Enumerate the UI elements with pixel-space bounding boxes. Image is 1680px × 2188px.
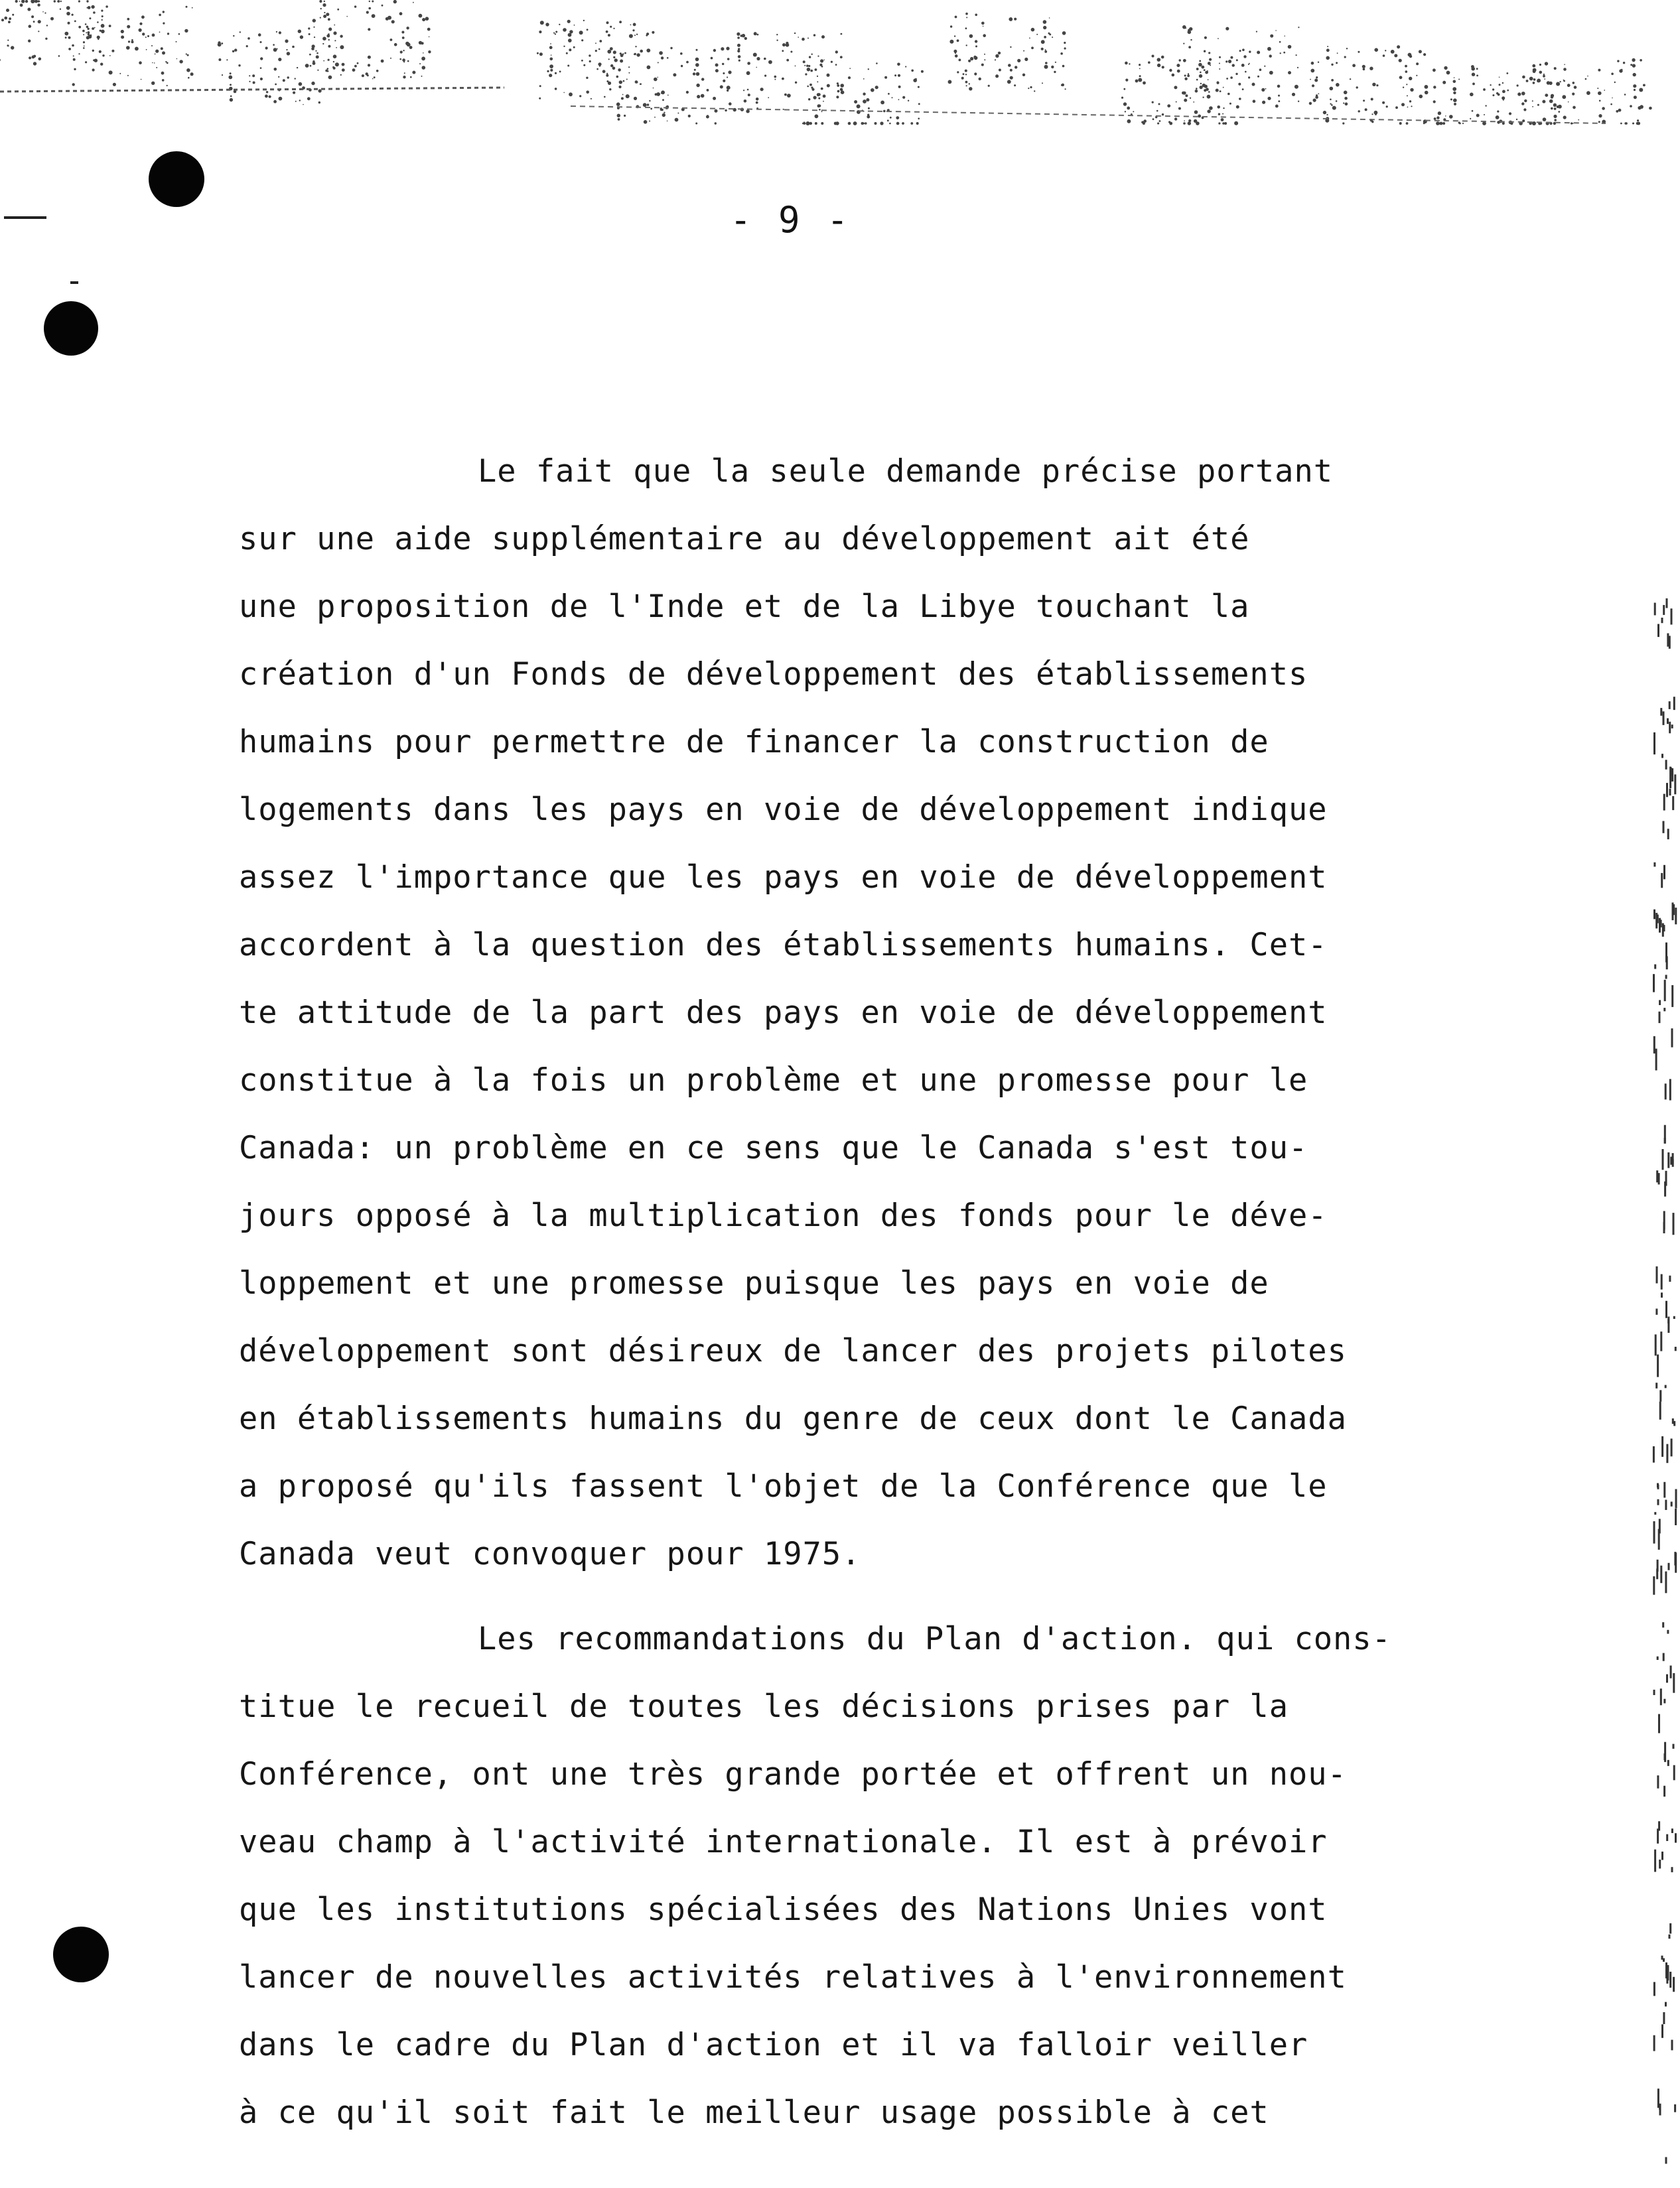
- text-line: logements dans les pays en voie de développement indique: [239, 791, 1328, 828]
- text-line: te attitude de la part des pays en voie de développement: [239, 994, 1328, 1031]
- punch-hole-lower: [53, 1927, 109, 1982]
- text-line: Conférence, ont une très grande portée et offrent un nou-: [239, 1756, 1347, 1793]
- text-line: Canada: un problème en ce sens que le Canada s'est tou-: [239, 1130, 1308, 1166]
- text-line: Canada veut convoquer pour 1975.: [239, 1536, 861, 1572]
- text-line: Les recommandations du Plan d'action. qui cons-: [478, 1621, 1391, 1657]
- punch-hole-top: [149, 151, 204, 207]
- text-line: constitue à la fois un problème et une promesse pour le: [239, 1062, 1308, 1099]
- margin-mark-left-tick: [70, 281, 78, 284]
- page-number: - 9 -: [730, 199, 851, 241]
- text-line: veau champ à l'activité internationale. Il est à prévoir: [239, 1824, 1328, 1860]
- paragraph-2: [239, 1606, 1420, 2147]
- punch-hole-upper: [44, 301, 98, 356]
- text-line: dans le cadre du Plan d'action et il va falloir veiller: [239, 2027, 1308, 2063]
- scan-noise-top: [0, 0, 1680, 126]
- text-line: a proposé qu'ils fassent l'objet de la Conférence que le: [239, 1468, 1328, 1505]
- text-line: création d'un Fonds de développement des établissements: [239, 656, 1308, 693]
- text-line: développement sont désireux de lancer des projets pilotes: [239, 1333, 1347, 1369]
- text-line: lancer de nouvelles activités relatives à l'environnement: [239, 1959, 1347, 1996]
- text-line: une proposition de l'Inde et de la Libye touchant la: [239, 588, 1250, 625]
- text-line: que les institutions spécialisées des Nations Unies vont: [239, 1891, 1328, 1928]
- text-line: accordent à la question des établissements humains. Cet-: [239, 927, 1328, 963]
- paragraph-1: [239, 438, 1420, 1588]
- text-line: titue le recueil de toutes les décisions prises par la: [239, 1688, 1289, 1725]
- scan-noise-right-edge: [1640, 597, 1680, 2188]
- text-line: sur une aide supplémentaire au développement ait été: [239, 521, 1250, 557]
- text-line: assez l'importance que les pays en voie de développement: [239, 859, 1328, 896]
- text-line: Le fait que la seule demande précise portant: [478, 453, 1334, 490]
- text-line: humains pour permettre de financer la construction de: [239, 724, 1269, 760]
- margin-mark-left: [4, 216, 46, 219]
- text-line: en établissements humains du genre de ceux dont le Canada: [239, 1401, 1347, 1437]
- text-line: loppement et une promesse puisque les pays en voie de: [239, 1265, 1269, 1302]
- text-line: jours opposé à la multiplication des fonds pour le déve-: [239, 1197, 1328, 1234]
- text-line: à ce qu'il soit fait le meilleur usage possible à cet: [239, 2094, 1269, 2131]
